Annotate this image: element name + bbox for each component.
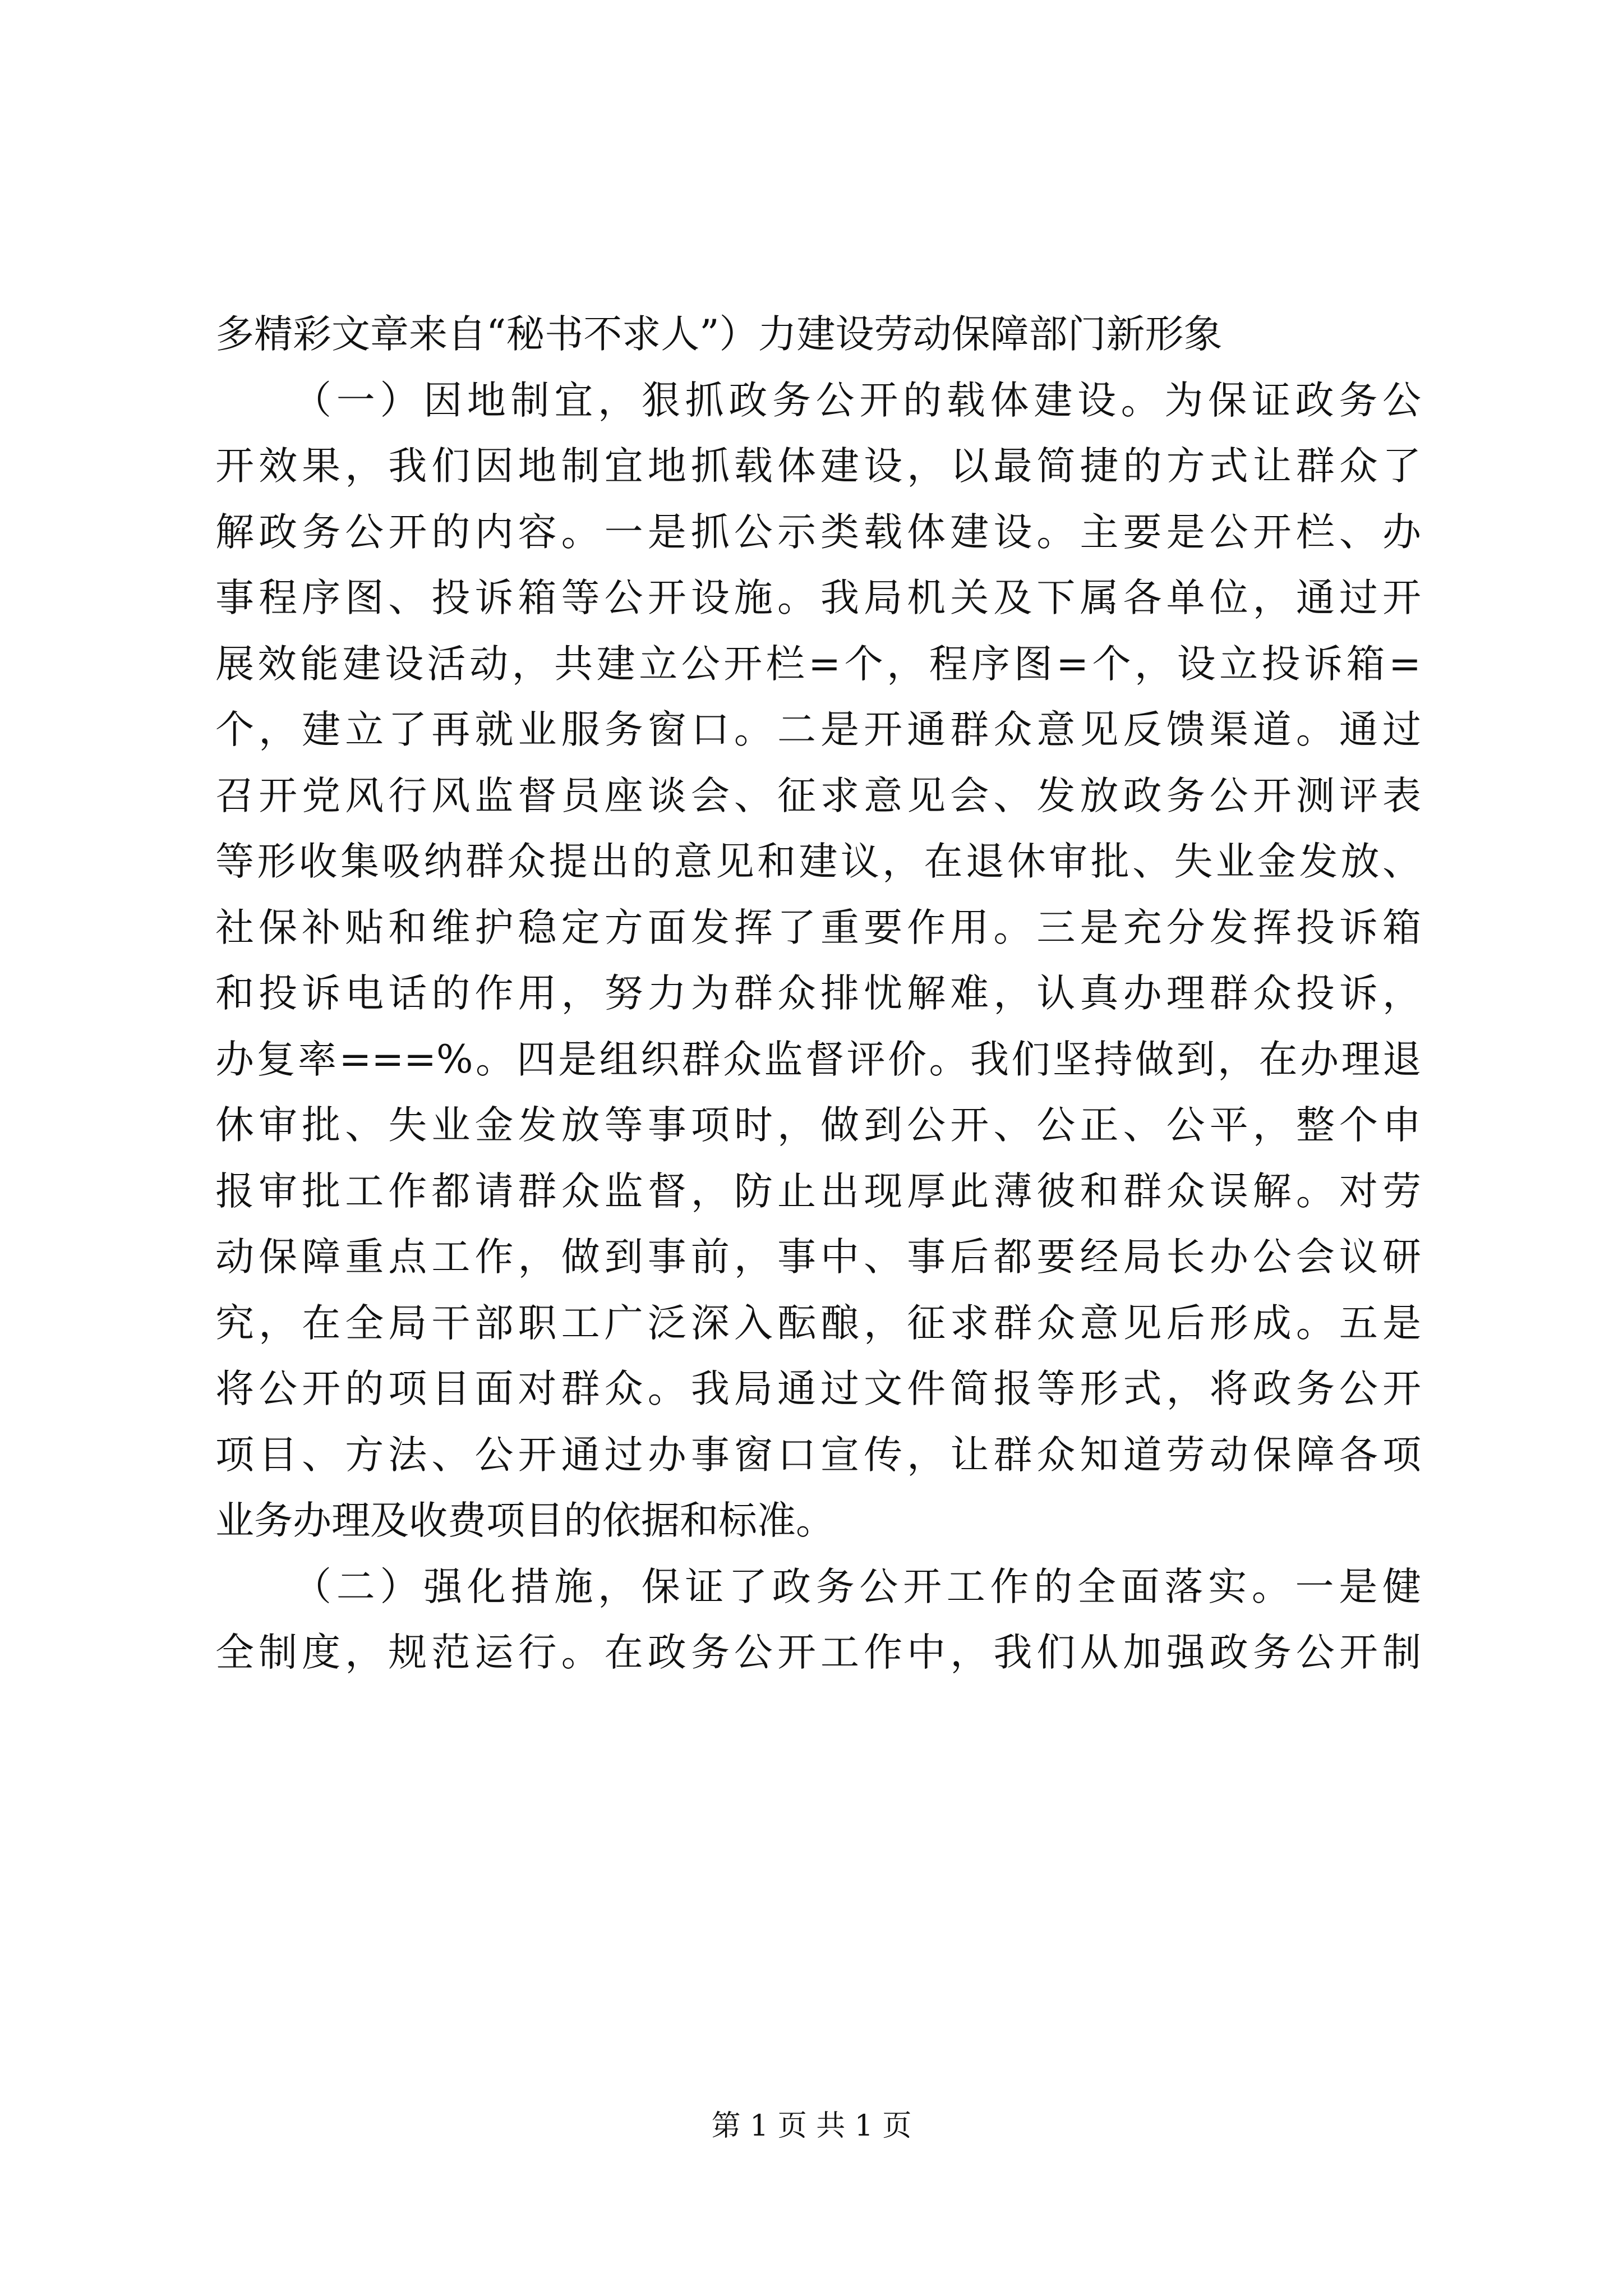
text-line: 开效果，我们因地制宜地抓载体建设，以最简捷的方式让群众了 <box>215 444 1421 489</box>
text-line: 休审批、失业金发放等事项时，做到公开、公正、公平，整个申 <box>215 1103 1421 1148</box>
text-line: 办复率===%。四是组织群众监督评价。我们坚持做到，在办理退 <box>215 1037 1421 1082</box>
text-line: 全制度，规范运行。在政务公开工作中，我们从加强政务公开制 <box>215 1630 1421 1675</box>
text-line: （二）强化措施，保证了政务公开工作的全面落实。一是健 <box>293 1564 1421 1609</box>
text-line: 展效能建设活动，共建立公开栏=个，程序图=个，设立投诉箱= <box>215 641 1421 687</box>
page-footer: 第 1 页 共 1 页 <box>711 2109 912 2143</box>
text-line: 将公开的项目面对群众。我局通过文件简报等形式，将政务公开 <box>215 1366 1421 1411</box>
text-line: 个，建立了再就业服务窗口。二是开通群众意见反馈渠道。通过 <box>215 707 1421 752</box>
text-line: （一）因地制宜，狠抓政务公开的载体建设。为保证政务公 <box>293 378 1421 423</box>
text-line: 社保补贴和维护稳定方面发挥了重要作用。三是充分发挥投诉箱 <box>215 905 1421 950</box>
text-line: 动保障重点工作，做到事前，事中、事后都要经局长办公会议研 <box>215 1235 1421 1280</box>
text-line: 召开党风行风监督员座谈会、征求意见会、发放政务公开测评表 <box>215 773 1421 818</box>
text-line: 项目、方法、公开通过办事窗口宣传，让群众知道劳动保障各项 <box>215 1432 1421 1478</box>
text-line: 业务办理及收费项目的依据和标准。 <box>215 1498 834 1543</box>
document-body <box>215 302 1421 1686</box>
text-line: 报审批工作都请群众监督，防止出现厚此薄彼和群众误解。对劳 <box>215 1168 1421 1214</box>
text-line: 等形收集吸纳群众提出的意见和建议，在退休审批、失业金发放、 <box>215 839 1421 884</box>
text-line: 事程序图、投诉箱等公开设施。我局机关及下属各单位，通过开 <box>215 576 1421 620</box>
text-line: 和投诉电话的作用，努力为群众排忧解难，认真办理群众投诉， <box>215 971 1421 1016</box>
text-line: 究，在全局干部职工广泛深入酝酿，征求群众意见后形成。五是 <box>215 1300 1421 1346</box>
text-line: 多精彩文章来自“秘书不求人”）力建设劳动保障部门新形象 <box>215 312 1223 357</box>
text-line: 解政务公开的内容。一是抓公示类载体建设。主要是公开栏、办 <box>215 509 1421 555</box>
